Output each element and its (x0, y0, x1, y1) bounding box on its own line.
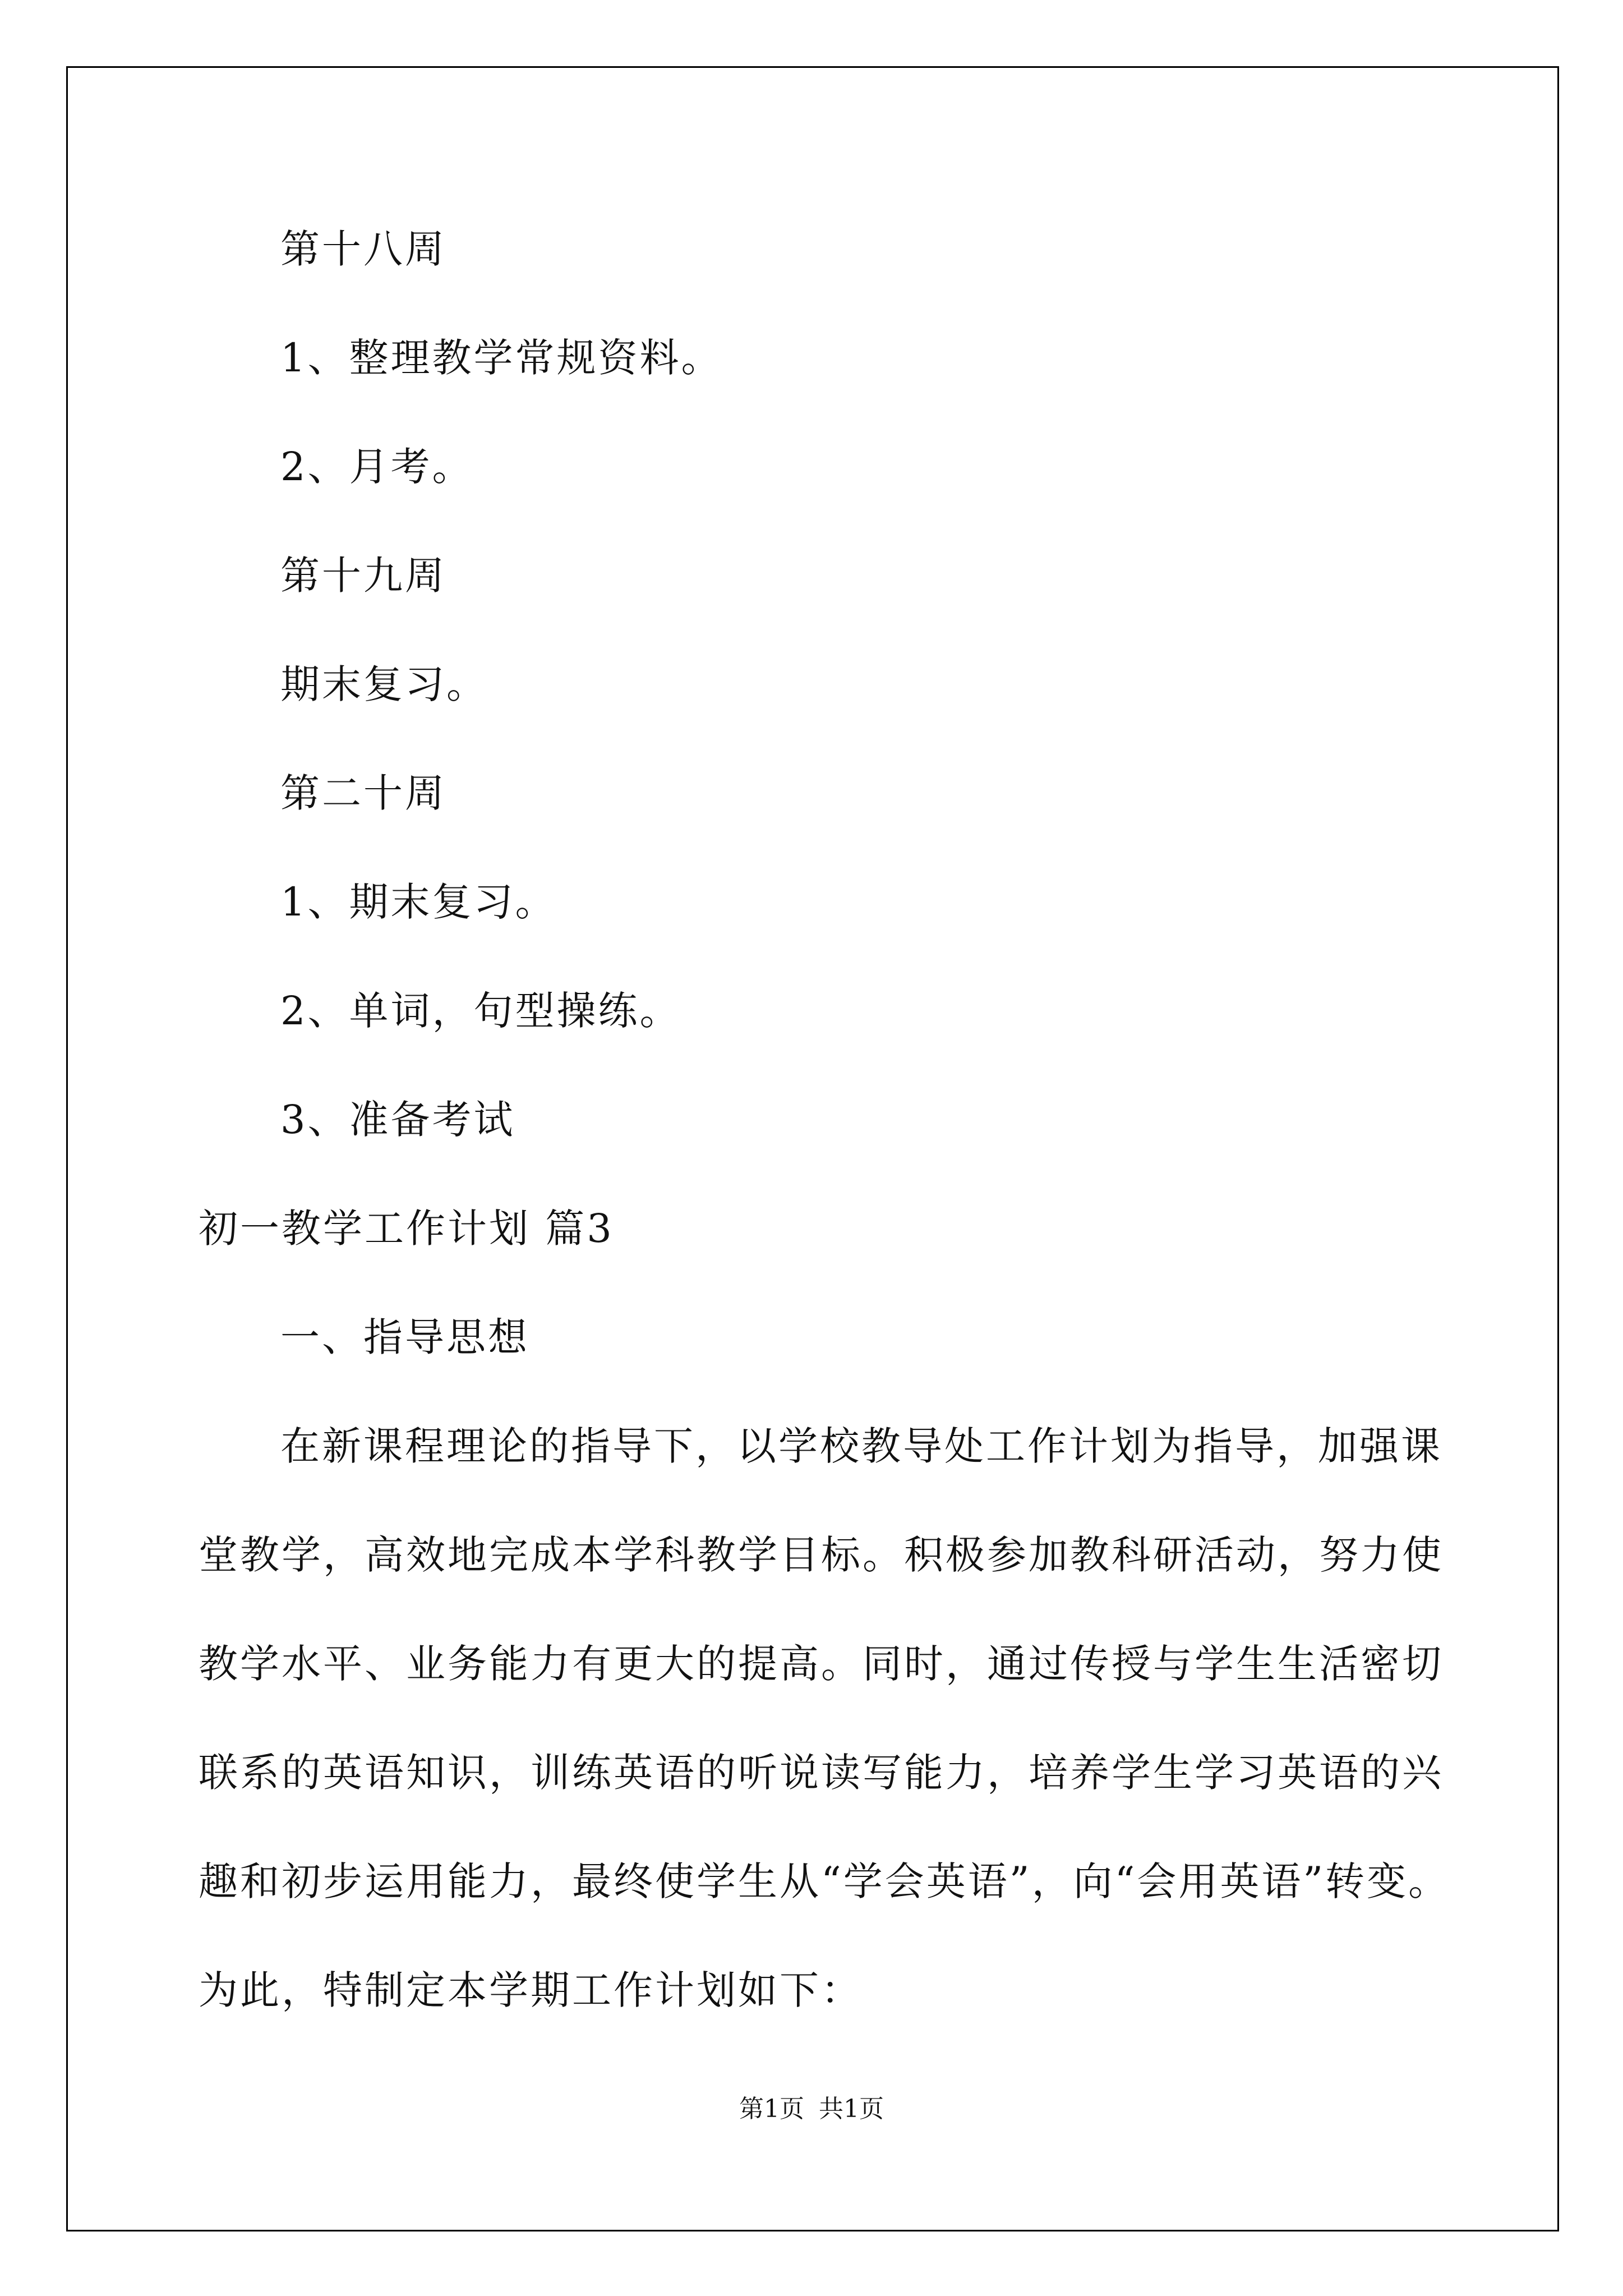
paragraph-line: 堂教学，高效地完成本学科教学目标。积极参加教科研活动，努力使 (199, 1532, 1444, 1578)
list-item: 1、整理教学常规资料。 (280, 335, 723, 381)
section-heading: 初一教学工作计划 篇3 (199, 1205, 614, 1251)
list-item: 3、准备考试 (280, 1097, 515, 1143)
paragraph-line: 趣和初步运用能力，最终使学生从“学会英语”，向“会用英语”转变。 (199, 1858, 1450, 1904)
page-number: 第1页 (739, 2095, 804, 2123)
week-18-heading: 第十八周 (280, 226, 446, 272)
list-item: 2、单词，句型操练。 (280, 988, 681, 1034)
page-total: 共1页 (819, 2095, 884, 2123)
paragraph-line: 教学水平、业务能力有更大的提高。同时，通过传授与学生生活密切 (199, 1641, 1444, 1687)
subheading: 一、指导思想 (280, 1314, 529, 1360)
list-item: 2、月考。 (280, 444, 474, 490)
list-item: 期末复习。 (280, 661, 488, 707)
week-20-heading: 第二十周 (280, 770, 446, 816)
paragraph-line: 在新课程理论的指导下，以学校教导处工作计划为指导，加强课 (280, 1423, 1442, 1469)
page-footer (0, 2092, 1623, 2126)
paragraph-line: 为此，特制定本学期工作计划如下： (199, 1967, 863, 2013)
paragraph-line: 联系的英语知识，训练英语的听说读写能力，培养学生学习英语的兴 (199, 1750, 1444, 1796)
week-19-heading: 第十九周 (280, 553, 446, 599)
list-item: 1、期末复习。 (280, 879, 557, 925)
guiding-principles-paragraph (199, 1419, 1450, 2072)
